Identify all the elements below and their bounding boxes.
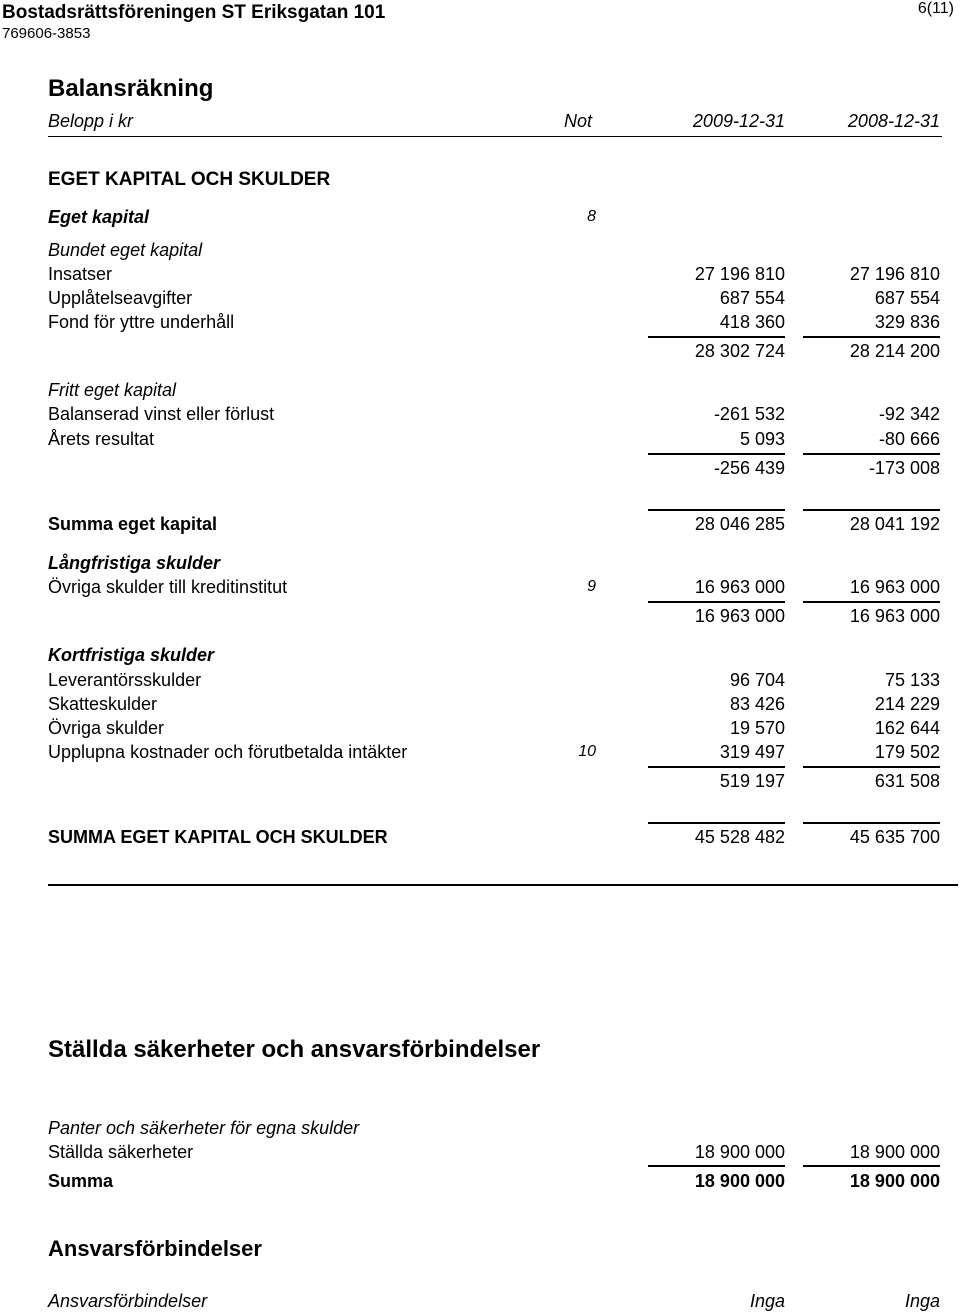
bound-equity-heading: Bundet eget kapital (48, 240, 203, 260)
row-value-2009: 96 704 (729, 670, 785, 690)
equity-note: 8 (587, 208, 596, 225)
table-row (0, 668, 960, 692)
row-value-2009: Inga (749, 1291, 785, 1311)
pledged-subheading: Panter och säkerheter för egna skulder (48, 1118, 360, 1138)
row-value-2008: 179 502 (874, 742, 940, 762)
row-value-2008: 687 554 (874, 288, 940, 308)
row-value-2008: 162 644 (874, 718, 940, 738)
row-label: Skatteskulder (48, 694, 158, 714)
row-value-2008: 18 900 000 (849, 1142, 940, 1162)
equity-heading: Eget kapital (48, 207, 150, 227)
section-divider (48, 884, 958, 886)
subtotal-row (0, 339, 960, 363)
table-row (0, 740, 960, 764)
page-title: Balansräkning (48, 75, 214, 102)
free-equity-heading: Fritt eget kapital (48, 380, 177, 400)
subtotal-2008: 28 214 200 (849, 341, 940, 361)
bound-equity-heading-row (0, 238, 960, 262)
grand-total-2009: 45 528 482 (694, 827, 785, 847)
free-equity-heading-row (0, 378, 960, 402)
pledged-sum-label: Summa (48, 1171, 114, 1191)
pledged-title: Ställda säkerheter och ansvarsförbindelser (48, 1036, 541, 1063)
column-header-row (0, 109, 960, 133)
subtotal-row (0, 769, 960, 793)
subtotal-2009: -256 439 (713, 458, 785, 478)
column-header-2009: 2009-12-31 (692, 111, 785, 131)
pledged-sum-2009: 18 900 000 (694, 1171, 785, 1191)
equity-total-row (0, 512, 960, 536)
row-label: Fond för yttre underhåll (48, 312, 235, 332)
row-value-2009: 16 963 000 (694, 577, 785, 597)
row-label: Övriga skulder till kreditinstitut (48, 577, 288, 597)
row-label: Ställda säkerheter (48, 1142, 194, 1162)
row-label: Upplupna kostnader och förutbetalda intäkter (48, 742, 408, 762)
grand-total-row (0, 825, 960, 849)
subtotal-2009: 28 302 724 (694, 341, 785, 361)
column-header-2008: 2008-12-31 (847, 111, 940, 131)
total-line (648, 509, 785, 511)
subtotal-2009: 16 963 000 (694, 606, 785, 626)
table-row (0, 1140, 960, 1164)
longterm-heading-row (0, 551, 960, 575)
page-number: 6(11) (917, 0, 954, 17)
pledged-sum-row (0, 1169, 960, 1193)
shortterm-heading-row (0, 643, 960, 667)
section-title: EGET KAPITAL OCH SKULDER (48, 169, 331, 190)
row-label: Ansvarsförbindelser (48, 1291, 208, 1311)
sum-line (803, 601, 940, 603)
pledged-subheading-row (0, 1116, 960, 1140)
header-divider (48, 136, 942, 137)
longterm-heading: Långfristiga skulder (48, 553, 221, 573)
subtotal-2008: 16 963 000 (849, 606, 940, 626)
section-title-row (0, 168, 960, 192)
row-label: Leverantörsskulder (48, 670, 202, 690)
column-header-note: Not (564, 111, 593, 131)
row-value-2009: 418 360 (719, 312, 785, 332)
table-row (0, 310, 960, 334)
equity-total-2009: 28 046 285 (694, 514, 785, 534)
subtotal-row (0, 604, 960, 628)
equity-total-label: Summa eget kapital (48, 514, 218, 534)
sum-line (648, 336, 785, 338)
row-value-2008: Inga (904, 1291, 940, 1311)
table-row (0, 575, 960, 599)
sum-line (803, 766, 940, 768)
subtotal-2008: 631 508 (874, 771, 940, 791)
sum-line (803, 453, 940, 455)
row-value-2009: 83 426 (729, 694, 785, 714)
sum-line (648, 453, 785, 455)
row-note: 10 (578, 743, 596, 760)
row-value-2009: 18 900 000 (694, 1142, 785, 1162)
total-line (803, 822, 940, 824)
subtotal-row (0, 456, 960, 480)
row-value-2008: 27 196 810 (849, 264, 940, 284)
table-row (0, 286, 960, 310)
organization-name: Bostadsrättsföreningen ST Eriksgatan 101 (2, 2, 386, 23)
total-line (648, 822, 785, 824)
subtotal-2009: 519 197 (719, 771, 785, 791)
row-label: Upplåtelseavgifter (48, 288, 193, 308)
row-label: Insatser (48, 264, 113, 284)
row-value-2008: -92 342 (878, 404, 940, 424)
equity-total-2008: 28 041 192 (849, 514, 940, 534)
pledged-sum-2008: 18 900 000 (849, 1171, 940, 1191)
sum-line (648, 601, 785, 603)
equity-heading-row (0, 205, 960, 229)
row-value-2008: -80 666 (878, 429, 940, 449)
contingent-title: Ansvarsförbindelser (48, 1236, 262, 1261)
organization-number: 769606-3853 (2, 25, 91, 42)
table-row (0, 402, 960, 426)
row-note: 9 (587, 578, 596, 595)
table-row (0, 1289, 960, 1313)
total-line (803, 509, 940, 511)
sum-line (803, 336, 940, 338)
row-label: Årets resultat (48, 429, 155, 449)
row-value-2008: 214 229 (874, 694, 940, 714)
subtotal-2008: -173 008 (868, 458, 940, 478)
sum-line (648, 1165, 785, 1167)
sum-line (803, 1165, 940, 1167)
row-value-2009: 19 570 (729, 718, 785, 738)
row-value-2008: 75 133 (884, 670, 940, 690)
grand-total-label: SUMMA EGET KAPITAL OCH SKULDER (48, 827, 388, 847)
row-value-2009: -261 532 (713, 404, 785, 424)
row-value-2009: 27 196 810 (694, 264, 785, 284)
row-value-2008: 16 963 000 (849, 577, 940, 597)
row-value-2009: 5 093 (739, 429, 785, 449)
row-label: Övriga skulder (48, 718, 165, 738)
table-row (0, 716, 960, 740)
row-value-2009: 319 497 (719, 742, 785, 762)
table-row (0, 262, 960, 286)
row-value-2008: 329 836 (874, 312, 940, 332)
column-header-amount: Belopp i kr (48, 111, 134, 131)
grand-total-2008: 45 635 700 (849, 827, 940, 847)
row-value-2009: 687 554 (719, 288, 785, 308)
sum-line (648, 766, 785, 768)
table-row (0, 427, 960, 451)
table-row (0, 692, 960, 716)
shortterm-heading: Kortfristiga skulder (48, 645, 215, 665)
row-label: Balanserad vinst eller förlust (48, 404, 275, 424)
